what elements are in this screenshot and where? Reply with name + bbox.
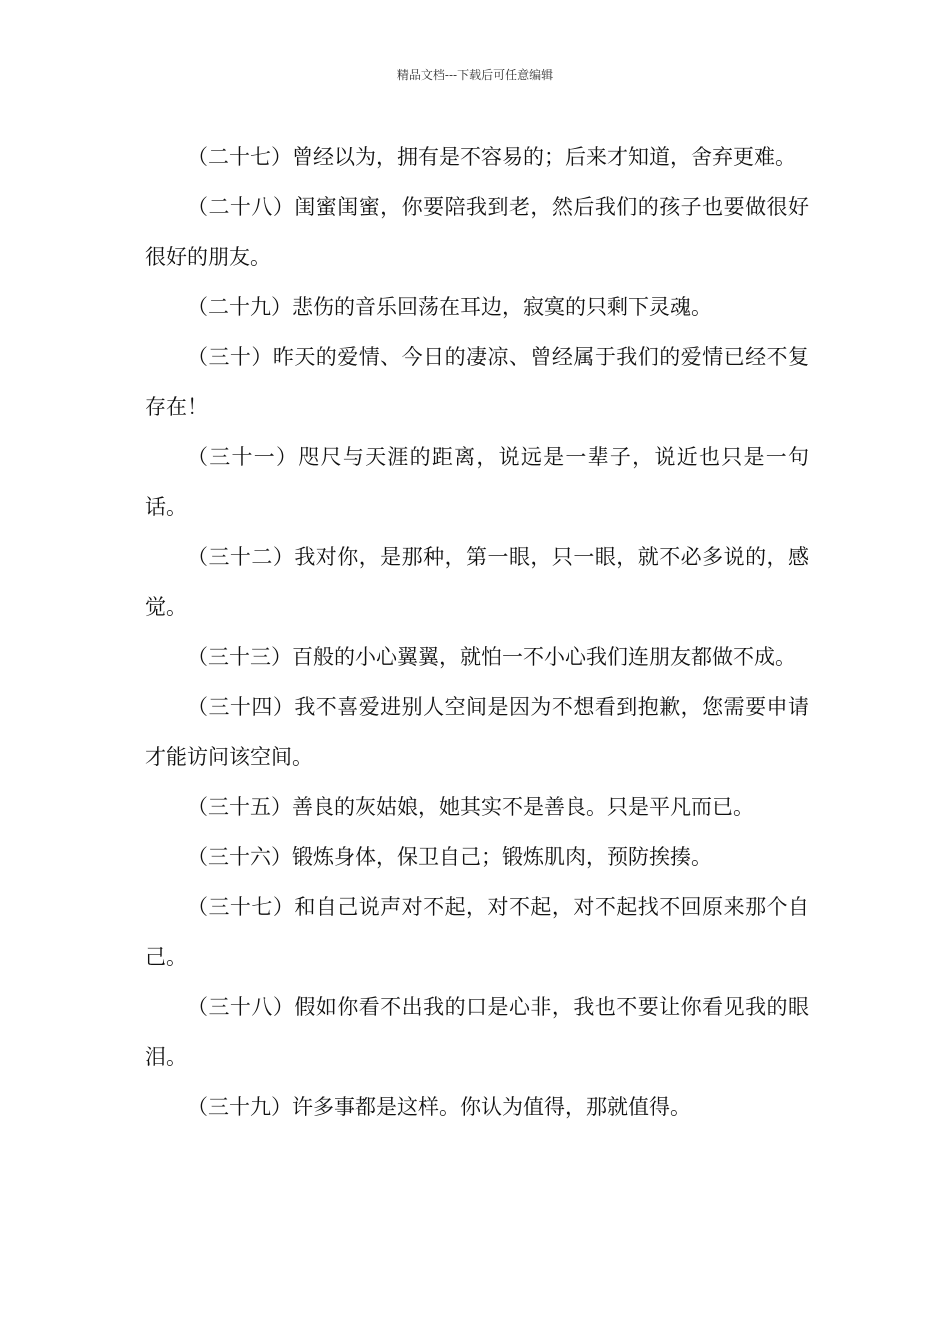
paragraph-38: （三十八）假如你看不出我的口是心非，我也不要让你看见我的眼泪。: [145, 995, 809, 1069]
paragraph-31: （三十一）咫尺与天涯的距离，说远是一辈子，说近也只是一句话。: [145, 445, 809, 519]
page-header: 精品文档---下载后可任意编辑: [396, 68, 554, 82]
paragraph-32: （三十二）我对你，是那种，第一眼，只一眼，就不必多说的，感觉。: [145, 545, 809, 619]
document-body: [145, 132, 809, 1132]
paragraph-35: （三十五）善良的灰姑娘，她其实不是善良。只是平凡而已。: [187, 795, 754, 819]
paragraph-33: （三十三）百般的小心翼翼，就怕一不小心我们连朋友都做不成。: [187, 645, 796, 669]
paragraph-37: （三十七）和自己说声对不起，对不起，对不起找不回原来那个自己。: [145, 895, 809, 969]
paragraph-28: （二十八）闺蜜闺蜜，你要陪我到老，然后我们的孩子也要做很好很好的朋友。: [145, 195, 809, 269]
paragraph-30: （三十）昨天的爱情、今日的凄凉、曾经属于我们的爱情已经不复存在！: [145, 345, 809, 419]
paragraph-34: （三十四）我不喜爱进别人空间是因为不想看到抱歉，您需要申请才能访问该空间。: [145, 695, 809, 769]
paragraph-27: （二十七）曾经以为，拥有是不容易的；后来才知道，舍弃更难。: [187, 145, 796, 169]
paragraph-29: （二十九）悲伤的音乐回荡在耳边，寂寞的只剩下灵魂。: [187, 295, 712, 319]
paragraph-36: （三十六）锻炼身体，保卫自己；锻炼肌肉，预防挨揍。: [187, 845, 712, 869]
paragraph-39: （三十九）许多事都是这样。你认为值得，那就值得。: [187, 1095, 691, 1119]
